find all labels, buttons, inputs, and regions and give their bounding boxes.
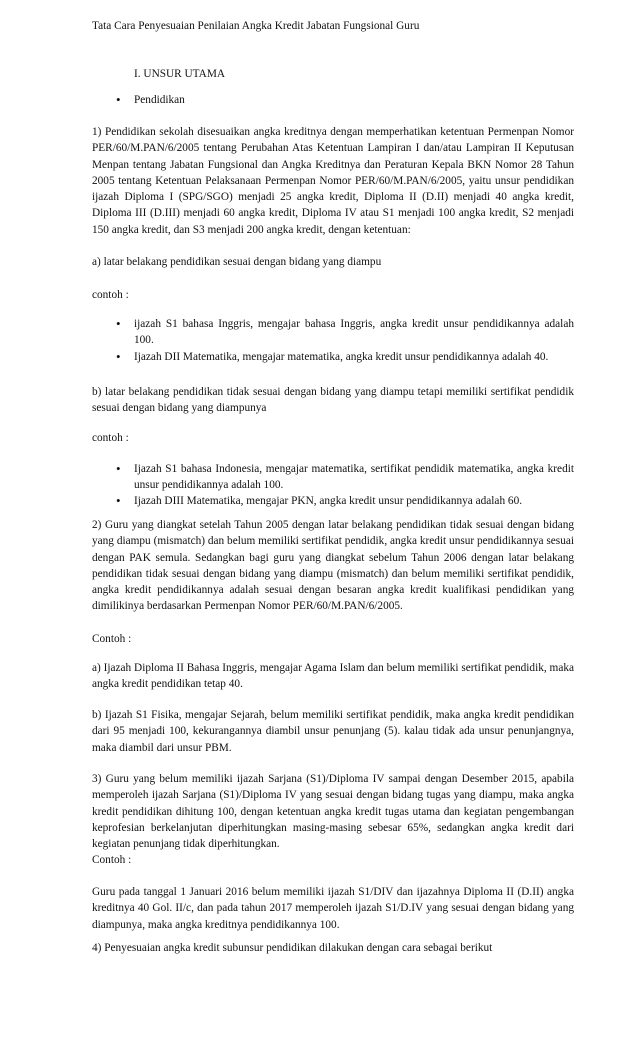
example-guru: Guru pada tanggal 1 Januari 2016 belum memiliki ijazah S1/DIV dan ijazahnya Diploma II (D.II) angka kreditnya 40 Gol. II/c, dan pada tahun 2017 memperoleh ijazah S1/D.IV yang sesuai dengan bidang yang diampunya, maka angka kreditnya pendidikannya 100. <box>92 886 574 931</box>
example-b: b) Ijazah S1 Fisika, mengajar Sejarah, belum memiliki sertifikat pendidik, maka angka kredit pendidikan dari 95 menjadi 100, kekurangannya diambil unsur penunjang (5). kalau tidak ada unsur penunjangnya, maka diambil dari unsur PBM. <box>92 709 574 754</box>
contoh-label: contoh : <box>92 432 129 444</box>
contoh-label: Contoh : <box>92 633 132 645</box>
item-a-sesuai: a) latar belakang pendidikan sesuai dengan bidang yang diampu <box>92 256 382 268</box>
list-item: Ijazah S1 bahasa Indonesia, mengajar matematika, sertifikat pendidik matematika, angka kredit unsur pendidikannya adalah 100. <box>134 463 574 492</box>
bullet-icon: • <box>116 461 121 476</box>
bullet-icon: • <box>116 92 121 107</box>
paragraph-2: 2) Guru yang diangkat setelah Tahun 2005 dengan latar belakang pendidikan tidak sesuai dengan bidang yang diampu (mismatch) dan belum memiliki sertifikat pendidik, angka kredit unsur pendidikannya sesuai dengan PAK semula. Sedangkan bagi guru yang diangkat sebelum Tahun 2006 dengan latar belakang pendidikan tidak sesuai dengan bidang yang diampu (mismatch) dan belum memiliki sertifikat pendidik, angka kredit pendidikannya adalah sesuai dengan besaran angka kredit kualifikasi pendidikan yang dimilikinya berdasarkan Permenpan Nomor PER/60/M.PAN/6/2005. <box>92 519 574 613</box>
list-item: Ijazah DIII Matematika, mengajar PKN, angka kredit unsur pendidikannya adalah 60. <box>134 495 523 507</box>
section-heading: I. UNSUR UTAMA <box>134 68 226 80</box>
example-a: a) Ijazah Diploma II Bahasa Inggris, mengajar Agama Islam dan belum memiliki sertifikat pendidik, maka angka kredit pendidikan tetap 40. <box>92 662 574 691</box>
bullet-icon: • <box>116 316 121 331</box>
paragraph-1: 1) Pendidikan sekolah disesuaikan angka kreditnya dengan memperhatikan ketentuan Permenpan Nomor PER/60/M.PAN/6/2005 tentang Perubahan Atas Ketentuan Lampiran I dan/atau Lampiran II Keputusan Menpan tentang Jabatan Fungsional dan Angka Kreditnya dan Peraturan Kepala BKN Nomor 28 Tahun 2005 tentang Ketentuan Pelaksanaan Permenpan Nomor PER/60/M.PAN/6/2005, yaitu unsur pendidikan ijazah Diploma I (SPG/SGO) menjadi 25 angka kredit, Diploma II (D.II) menjadi 40 angka kredit, Diploma III (D.III) menjadi 60 angka kredit, Diploma IV atau S1 menjadi 100 angka kredit, S2 menjadi 150 angka kredit, dan S3 menjadi 200 angka kredit, dengan ketentuan: <box>92 126 574 236</box>
bullet-icon: • <box>116 493 121 508</box>
document-title: Tata Cara Penyesuaian Penilaian Angka Kredit Jabatan Fungsional Guru <box>92 20 420 32</box>
pendidikan-label: Pendidikan <box>134 94 185 106</box>
contoh-label: Contoh : <box>92 854 132 866</box>
paragraph-3: 3) Guru yang belum memiliki ijazah Sarjana (S1)/Diploma IV sampai dengan Desember 2015, apabila memperoleh ijazah Sarjana (S1)/Diploma IV yang sesuai dengan bidang tugas yang diampu, maka angka kredit pendidikan dihitung 100, dengan ketentuan angka kredit tugas utama dan kegiatan pengembangan keprofesian berkelanjutan diperhitungkan masing-masing sebesar 65%, sedangkan angka kredit dari kegiatan penunjang tidak diperhitungkan. <box>92 773 574 851</box>
list-item: ijazah S1 bahasa Inggris, mengajar bahasa Inggris, angka kredit unsur pendidikannya adalah 100. <box>134 318 574 347</box>
bullet-icon: • <box>116 349 121 364</box>
list-item: Ijazah DII Matematika, mengajar matematika, angka kredit unsur pendidikannya adalah 40. <box>134 351 549 363</box>
paragraph-4: 4) Penyesuaian angka kredit subunsur pendidikan dilakukan dengan cara sebagai berikut <box>92 942 493 954</box>
contoh-label: contoh : <box>92 289 129 301</box>
item-b-tidak-sesuai: b) latar belakang pendidikan tidak sesuai dengan bidang yang diampu tetapi memiliki sertifikat pendidik sesuai dengan bidang yang diampunya <box>92 386 574 415</box>
